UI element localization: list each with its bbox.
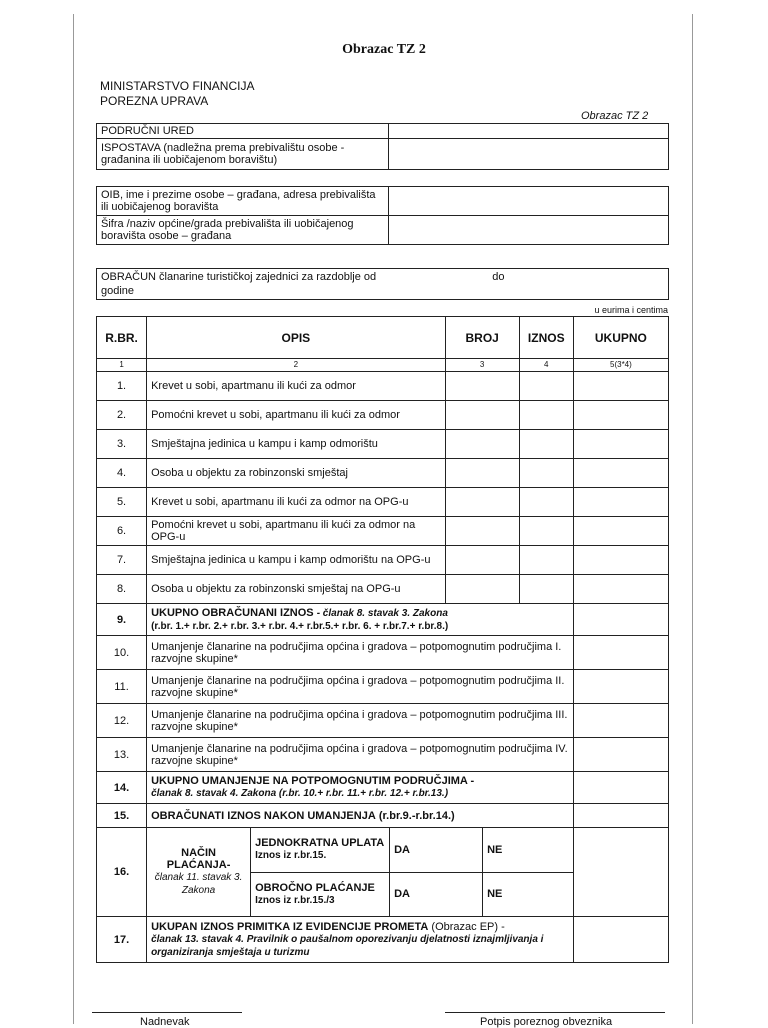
one-time-label: JEDNOKRATNA UPLATA xyxy=(255,837,385,850)
form-code: Obrazac TZ 2 xyxy=(581,110,649,122)
row-number: 1. xyxy=(97,372,147,401)
row-description: Smještajna jedinica u kampu i kamp odmorištu xyxy=(147,430,446,459)
total-cell[interactable] xyxy=(573,372,668,401)
row-number: 9. xyxy=(97,604,147,636)
table-row xyxy=(97,546,669,575)
header-broj: BROJ xyxy=(445,317,519,359)
installment-no[interactable]: NE xyxy=(483,872,573,916)
row-number: 17. xyxy=(97,917,147,963)
total-calculated-ref: - članak 8. stavak 3. Zakona xyxy=(316,607,448,619)
total-cell[interactable] xyxy=(573,704,668,738)
page-edge-left xyxy=(73,14,74,1024)
installment-ref: Iznos iz r.br.15./3 xyxy=(255,894,335,906)
payment-method-table xyxy=(147,828,573,916)
amount-cell[interactable] xyxy=(519,575,573,604)
one-time-yes[interactable]: DA xyxy=(390,828,483,872)
row-number: 5. xyxy=(97,488,147,517)
subheader-5: 5(3*4) xyxy=(573,359,668,372)
calc-period-cell[interactable] xyxy=(97,269,669,300)
signature-line xyxy=(445,1012,665,1013)
row-number: 16. xyxy=(97,828,147,917)
ministry-header xyxy=(100,79,254,109)
total-cell[interactable] xyxy=(573,488,668,517)
amount-cell[interactable] xyxy=(519,546,573,575)
row-description: Krevet u sobi, apartmanu ili kući za odmor xyxy=(147,372,446,401)
ministry-name: MINISTARSTVO FINANCIJA xyxy=(100,79,255,93)
reduction-row xyxy=(97,636,669,670)
amount-cell[interactable] xyxy=(519,488,573,517)
row-number: 15. xyxy=(97,804,147,828)
revenue-total-ref: članak 13. stavak 4. Pravilnik o paušalnom oporezivanju djelatnosti iznajmljivanja i organiziranja smještaja u turizmu xyxy=(151,933,544,958)
row-number: 11. xyxy=(97,670,147,704)
one-time-ref: Iznos iz r.br.15. xyxy=(255,850,327,862)
row-number: 10. xyxy=(97,636,147,670)
amount-cell[interactable] xyxy=(519,401,573,430)
reduction-description: Umanjenje članarine na područjima općina i gradova – potpomognutim područjima IV. razvojne skupine* xyxy=(147,738,574,772)
total-cell[interactable] xyxy=(573,636,668,670)
page-edge-right xyxy=(692,14,693,1024)
row-description: Pomoćni krevet u sobi, apartmanu ili kući za odmor na OPG-u xyxy=(147,517,446,546)
total-cell[interactable] xyxy=(573,459,668,488)
reduction-row xyxy=(97,670,669,704)
count-cell[interactable] xyxy=(445,430,519,459)
reduction-row xyxy=(97,704,669,738)
reduction-row xyxy=(97,738,669,772)
subheader-3: 3 xyxy=(445,359,519,372)
row-number: 4. xyxy=(97,459,147,488)
office-label: PODRUČNI URED xyxy=(97,124,389,139)
page-title: Obrazac TZ 2 xyxy=(342,42,426,57)
office-field[interactable] xyxy=(389,124,669,139)
total-calculated-description xyxy=(147,604,574,636)
installment-cell xyxy=(251,872,390,916)
count-cell[interactable] xyxy=(445,517,519,546)
count-cell[interactable] xyxy=(445,575,519,604)
subheader-4: 4 xyxy=(519,359,573,372)
row-description: Osoba u objektu za robinzonski smještaj xyxy=(147,459,446,488)
row-number: 13. xyxy=(97,738,147,772)
row-number: 7. xyxy=(97,546,147,575)
total-calculated-row xyxy=(97,604,669,636)
payment-method-label-cell xyxy=(147,828,251,916)
total-cell[interactable] xyxy=(573,517,668,546)
header-iznos: IZNOS xyxy=(519,317,573,359)
total-cell[interactable] xyxy=(573,546,668,575)
total-cell[interactable] xyxy=(573,738,668,772)
net-amount-formula: (r.br.9.-r.br.14.) xyxy=(378,809,455,822)
total-cell[interactable] xyxy=(573,828,668,917)
total-reduction-title: UKUPNO UMANJENJE NA POTPOMOGNUTIM PODRUČJIMA - xyxy=(151,775,475,787)
count-cell[interactable] xyxy=(445,401,519,430)
reduction-description: Umanjenje članarine na područjima općina i gradova – potpomognutim područjima II. razvojne skupine* xyxy=(147,670,574,704)
calc-period-to: do xyxy=(492,271,505,283)
row-number: 3. xyxy=(97,430,147,459)
row-number: 6. xyxy=(97,517,147,546)
calc-period-label: OBRAČUN članarine turističkoj zajednici za razdoblje od xyxy=(101,271,377,283)
count-cell[interactable] xyxy=(445,488,519,517)
total-reduction-description xyxy=(147,772,574,804)
amount-cell[interactable] xyxy=(519,517,573,546)
total-cell[interactable] xyxy=(573,401,668,430)
oib-label: OIB, ime i prezime osobe – građana, adresa prebivališta ili uobičajenog boravišta xyxy=(97,187,389,216)
signature-label: Potpis poreznog obveznika xyxy=(480,1016,613,1028)
total-cell[interactable] xyxy=(573,917,668,963)
count-cell[interactable] xyxy=(445,546,519,575)
row-description: Krevet u sobi, apartmanu ili kući za odmor na OPG-u xyxy=(147,488,446,517)
branch-label: ISPOSTAVA (nadležna prema prebivalištu osobe - građanina ili uobičajenom boravištu) xyxy=(97,139,389,170)
municipality-code-field[interactable] xyxy=(389,216,669,245)
installment-label: OBROČNO PLAĆANJE xyxy=(255,881,375,894)
amount-cell[interactable] xyxy=(519,459,573,488)
total-cell[interactable] xyxy=(573,575,668,604)
total-calculated-formula: (r.br. 1.+ r.br. 2.+ r.br. 3.+ r.br. 4.+ r.br.5.+ r.br. 6. + r.br.7.+ r.br.8.) xyxy=(151,620,449,632)
net-amount-row xyxy=(97,804,669,828)
office-table xyxy=(96,123,669,170)
row-description: Smještajna jedinica u kampu i kamp odmorištu na OPG-u xyxy=(147,546,446,575)
table-row xyxy=(97,372,669,401)
net-amount-description xyxy=(147,804,574,828)
installment-yes[interactable]: DA xyxy=(390,872,483,916)
calc-period-year: godine xyxy=(101,285,135,297)
net-amount-title: OBRAČUNATI IZNOS NAKON UMANJENJA xyxy=(151,809,376,822)
row-number: 2. xyxy=(97,401,147,430)
date-label: Nadnevak xyxy=(140,1016,190,1028)
table-row xyxy=(97,575,669,604)
table-row xyxy=(97,517,669,546)
municipality-code-label: Šifra /naziv općine/grada prebivališta ili uobičajenog boravišta osobe – građana xyxy=(97,216,389,245)
payment-method-row xyxy=(97,828,669,917)
header-rbr: R.BR. xyxy=(97,317,147,359)
payment-method-title: NAČIN PLAĆANJA- xyxy=(166,847,231,871)
tax-administration: POREZNA UPRAVA xyxy=(100,94,209,108)
amount-cell[interactable] xyxy=(519,430,573,459)
total-calculated-title: UKUPNO OBRAČUNANI IZNOS xyxy=(151,606,314,619)
total-cell[interactable] xyxy=(573,804,668,828)
one-time-no[interactable]: NE xyxy=(483,828,573,872)
branch-field[interactable] xyxy=(389,139,669,170)
row-number: 8. xyxy=(97,575,147,604)
person-table xyxy=(96,186,669,245)
table-row xyxy=(97,459,669,488)
date-line xyxy=(92,1012,242,1013)
reduction-description: Umanjenje članarine na područjima općina i gradova – potpomognutim područjima I. razvojne skupine* xyxy=(147,636,574,670)
row-number: 14. xyxy=(97,772,147,804)
row-number: 12. xyxy=(97,704,147,738)
row-description: Osoba u objektu za robinzonski smještaj na OPG-u xyxy=(147,575,446,604)
one-time-cell xyxy=(251,828,390,872)
table-row xyxy=(97,488,669,517)
payment-method-ref: članak 11. stavak 3. Zakona xyxy=(154,872,243,896)
count-cell[interactable] xyxy=(445,372,519,401)
oib-field[interactable] xyxy=(389,187,669,216)
row-description: Pomoćni krevet u sobi, apartmanu ili kući za odmor xyxy=(147,401,446,430)
total-cell[interactable] xyxy=(573,430,668,459)
subheader-1: 1 xyxy=(97,359,147,372)
total-cell[interactable] xyxy=(573,604,668,636)
header-ukupno: UKUPNO xyxy=(573,317,668,359)
calculation-table xyxy=(96,316,669,963)
count-cell[interactable] xyxy=(445,459,519,488)
total-reduction-row xyxy=(97,772,669,804)
total-cell[interactable] xyxy=(573,670,668,704)
revenue-total-title: UKUPAN IZNOS PRIMITKA IZ EVIDENCIJE PROMETA xyxy=(151,920,429,933)
revenue-total-form: (Obrazac EP) - xyxy=(431,920,505,933)
amount-cell[interactable] xyxy=(519,372,573,401)
header-opis: OPIS xyxy=(147,317,446,359)
total-cell[interactable] xyxy=(573,772,668,804)
calc-period-table xyxy=(96,268,669,300)
revenue-total-row xyxy=(97,917,669,963)
payment-method-cell xyxy=(147,828,574,917)
reduction-description: Umanjenje članarine na područjima općina i gradova – potpomognutim područjima III. razvojne skupine* xyxy=(147,704,574,738)
table-row xyxy=(97,401,669,430)
table-row xyxy=(97,430,669,459)
total-reduction-ref: članak 8. stavak 4. Zakona (r.br. 10.+ r.br. 11.+ r.br. 12.+ r.br.13.) xyxy=(151,788,449,799)
revenue-total-description xyxy=(147,917,574,963)
currency-note: u eurima i centima xyxy=(594,305,668,315)
subheader-2: 2 xyxy=(147,359,446,372)
